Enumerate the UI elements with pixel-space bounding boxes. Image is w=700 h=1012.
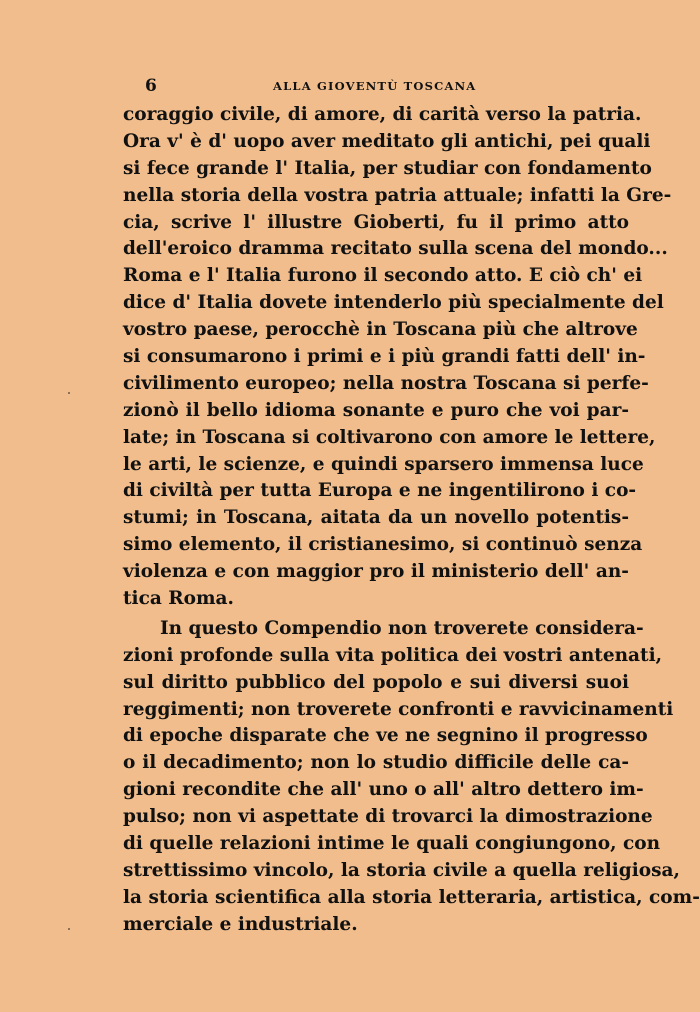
running-title: ALLA GIOVENTÙ TOSCANA <box>273 79 477 93</box>
text-line: di quelle relazioni intime le quali congiungono, con <box>123 833 661 855</box>
paper-speck <box>68 392 70 394</box>
text-line: zioni profonde sulla vita politica dei vostri antenati, <box>123 644 663 666</box>
text-line: merciale e industriale. <box>123 913 358 935</box>
page-header <box>123 76 629 102</box>
text-line: gioni recondite che all' uno o all' altro dettero im- <box>123 779 644 801</box>
body-text <box>123 102 700 939</box>
text-line: Roma e l' Italia furono il secondo atto. E ciò ch' ei <box>123 265 643 287</box>
text-line: si fece grande l' Italia, per studiar con fondamento <box>123 157 652 179</box>
text-line: o il decadimento; non lo studio difficile delle ca- <box>123 752 629 774</box>
text-line: nella storia della vostra patria attuale; infatti la Gre- <box>123 184 672 206</box>
text-line: pulso; non vi aspettate di trovarci la dimostrazione <box>123 806 653 828</box>
text-line: coraggio civile, di amore, di carità verso la patria. <box>123 104 642 125</box>
text-line: cia, scrive l' illustre Gioberti, fu il primo atto <box>123 211 629 233</box>
text-line: simo elemento, il cristianesimo, si continuò senza <box>123 534 643 556</box>
text-line: sul diritto pubblico del popolo e sui diversi suoi <box>123 671 629 693</box>
text-line: vostro paese, perocchè in Toscana più che altrove <box>123 319 638 341</box>
text-line: dice d' Italia dovete intenderlo più specialmente del <box>123 292 664 314</box>
text-line: strettissimo vincolo, la storia civile a quella religiosa, <box>123 859 680 881</box>
paragraph-1 <box>123 102 672 613</box>
text-line: In questo Compendio non troverete considera- <box>160 617 644 639</box>
paragraph-2 <box>123 616 700 939</box>
text-line: stumi; in Toscana, aitata da un novello potentis- <box>123 507 629 529</box>
text-line: reggimenti; non troverete confronti e ravvicinamenti <box>123 698 674 720</box>
text-line: di civiltà per tutta Europa e ne ingentilirono i co- <box>123 480 637 502</box>
text-line: zionò il bello idioma sonante e puro che voi par- <box>123 399 629 421</box>
book-page <box>123 76 700 939</box>
text-line: late; in Toscana si coltivarono con amore le lettere, <box>123 426 656 448</box>
paper-speck <box>68 928 70 930</box>
text-line: Ora v' è d' uopo aver meditato gli antichi, pei quali <box>123 130 651 152</box>
text-line: le arti, le scienze, e quindi sparsero immensa luce <box>123 453 644 475</box>
text-line: civilimento europeo; nella nostra Toscana si perfe- <box>123 372 649 394</box>
text-line: violenza e con maggior pro il ministerio dell' an- <box>123 561 629 583</box>
page-number: 6 <box>145 76 157 96</box>
text-line: tica Roma. <box>123 588 234 610</box>
text-line: dell'eroico dramma recitato sulla scena del mondo... <box>123 238 668 260</box>
text-line: di epoche disparate che ve ne segnino il progresso <box>123 725 648 747</box>
text-line: si consumarono i primi e i più grandi fatti dell' in- <box>123 346 646 368</box>
text-line: la storia scientifica alla storia letteraria, artistica, com- <box>123 886 700 908</box>
